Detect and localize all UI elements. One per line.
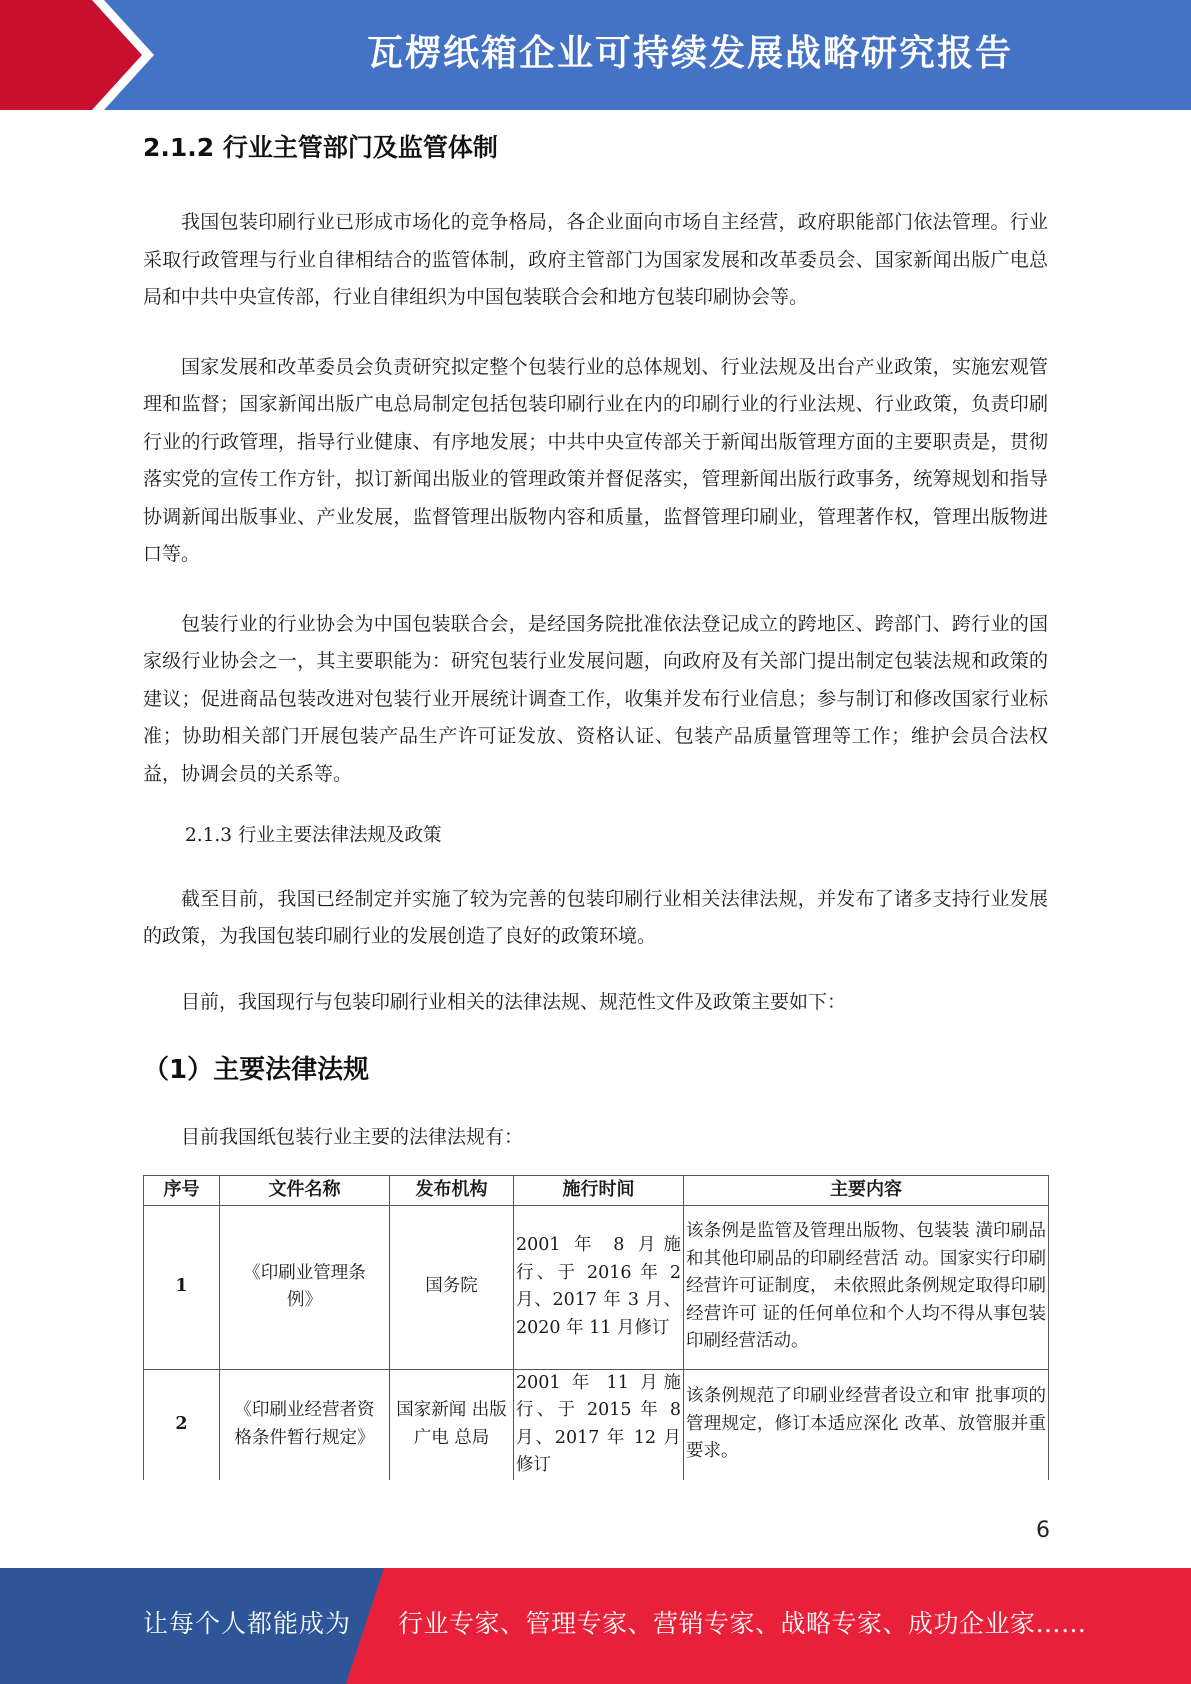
laws-intro: 目前我国纸包装行业主要的法律法规有： [181, 1126, 524, 1148]
page-footer-banner [0, 1568, 1191, 1684]
section-heading-2-1-2: 2.1.2 行业主管部门及监管体制 [143, 133, 498, 162]
paragraph-policy-intro: 目前，我国现行与包装印刷行业相关的法律法规、规范性文件及政策主要如下： [181, 990, 847, 1013]
cell-org: 国家新闻 出版广电 总局 [390, 1369, 514, 1480]
cell-no: 1 [144, 1205, 220, 1369]
laws-heading: （1）主要法律法规 [143, 1055, 370, 1085]
cell-org: 国务院 [390, 1205, 514, 1369]
column-header-content: 主要内容 [684, 1175, 1049, 1205]
document-body [143, 122, 1048, 1480]
column-header-time: 施行时间 [514, 1175, 684, 1205]
cell-content: 该条例规范了印刷业经营者设立和审 批事项的管理规定，修订本适应深化 改革、放管服并重要求。 [684, 1369, 1049, 1480]
paragraph-authority-duties: 国家发展和改革委员会负责研究拟定整个包装行业的总体规划、行业法规及出台产业政策，实施宏观管理和监督；国家新闻出版广电总局制定包括包装印刷行业在内的印刷行业的行业法规、行业政策，负责印刷行业的行政管理，指导行业健康、有序地发展；中共中央宣传部关于新闻出版管理方面的主要职责是，贯彻落实党的宣传工作方针，拟订新闻出版业的管理政策并督促落实，管理新闻出版行政事务，统筹规划和指导协调新闻出版事业、产业发展，监督管理出版物内容和质量，监督管理印刷业，管理著作权，管理出版物进口等。 [143, 355, 1048, 565]
cell-name: 《印刷业经营者资格条件暂行规定》 [220, 1369, 390, 1480]
cell-content: 该条例是监管及管理出版物、包装装 潢印刷品和其他印刷品的印刷经营活 动。国家实行印刷经营许可证制度， 未依照此条例规定取得印刷经营许可 证的任何单位和个人均不得从事包装 印刷经营活动。 [684, 1205, 1049, 1369]
table-row [144, 1205, 1049, 1369]
cell-no: 2 [144, 1369, 220, 1480]
footer-slogan-right: 行业专家、管理专家、营销专家、战略专家、成功企业家…… [398, 1609, 1087, 1638]
column-header-org: 发布机构 [390, 1175, 514, 1205]
report-title: 瓦楞纸箱企业可持续发展战略研究报告 [366, 33, 1013, 74]
paragraph-regulatory-structure: 我国包装印刷行业已形成市场化的竞争格局，各企业面向市场自主经营，政府职能部门依法管理。行业采取行政管理与行业自律相结合的监管体制，政府主管部门为国家发展和改革委员会、国家新闻出版广电总局和中共中央宣传部，行业自律组织为中国包装联合会和地方包装印刷协会等。 [143, 211, 1048, 308]
section-heading-2-1-3: 2.1.3 行业主要法律法规及政策 [185, 825, 442, 846]
page-header-banner [0, 0, 1191, 110]
table-row [144, 1369, 1049, 1480]
footer-slogan-left: 让每个人都能成为 [143, 1609, 352, 1638]
table-header-row [144, 1175, 1049, 1205]
laws-table [143, 1175, 1049, 1480]
column-header-name: 文件名称 [220, 1175, 390, 1205]
column-header-no: 序号 [144, 1175, 220, 1205]
header-chevron-icon [0, 0, 160, 110]
page-number: 6 [1036, 1518, 1050, 1543]
cell-name: 《印刷业管理条例》 [220, 1205, 390, 1369]
paragraph-industry-association: 包装行业的行业协会为中国包装联合会，是经国务院批准依法登记成立的跨地区、跨部门、跨行业的国家级行业协会之一，其主要职能为：研究包装行业发展问题，向政府及有关部门提出制定包装法规和政策的建议；促进商品包装改进对包装行业开展统计调查工作，收集并发布行业信息；参与制订和修改国家行业标准；协助相关部门开展包装产品生产许可证发放、资格认证、包装产品质量管理等工作；维护会员合法权益，协调会员的关系等。 [143, 612, 1048, 785]
cell-time: 2001 年 11 月施 行、于 2015 年 8 月、2017 年 12 月修订 [514, 1369, 684, 1480]
header-red-block [0, 0, 142, 110]
cell-time: 2001 年 8 月施 行、于 2016 年 2 月、2017 年 3 月、2020 年 11 月修订 [514, 1205, 684, 1369]
paragraph-policy-environment: 截至目前，我国已经制定并实施了较为完善的包装印刷行业相关法律法规，并发布了诸多支持行业发展的政策，为我国包装印刷行业的发展创造了良好的政策环境。 [143, 887, 1048, 947]
